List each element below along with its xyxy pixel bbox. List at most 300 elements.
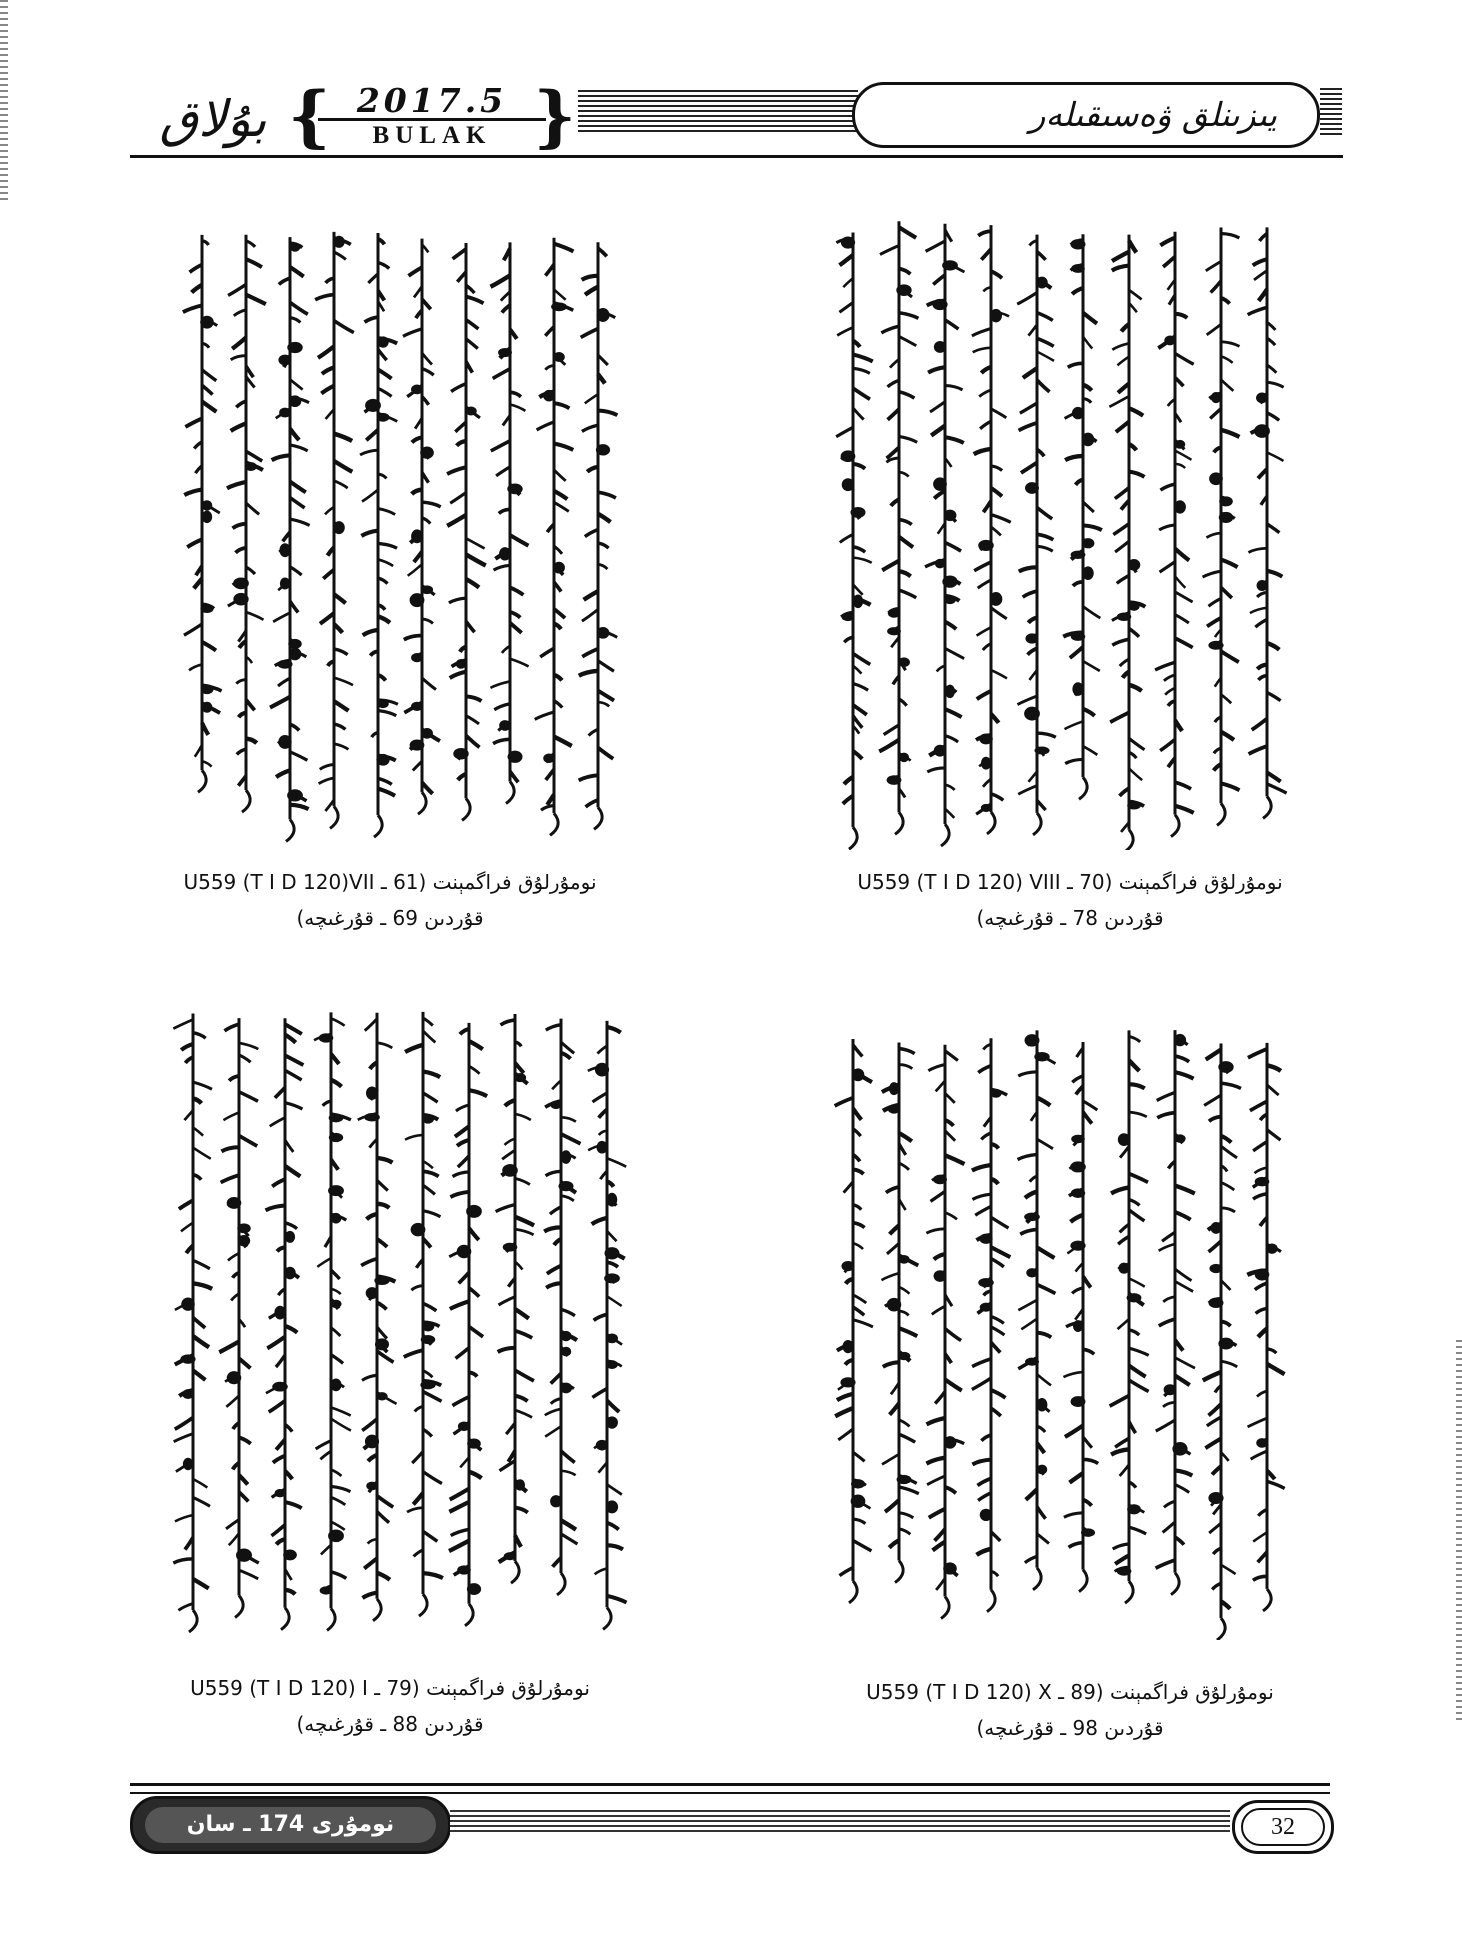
- script-glyph: [945, 622, 956, 629]
- script-glyph: [423, 1031, 435, 1043]
- script-glyph: [1117, 575, 1129, 583]
- script-blot: [888, 608, 900, 617]
- caption-fragment-i: [140, 1670, 640, 1742]
- script-glyph: [285, 1103, 302, 1109]
- script-glyph: [991, 1316, 1004, 1323]
- script-blot: [543, 753, 555, 763]
- script-blot: [274, 1306, 285, 1320]
- script-glyph: [515, 1178, 530, 1184]
- script-column: [535, 238, 574, 836]
- script-glyph: [466, 696, 481, 701]
- script-glyph: [1250, 608, 1267, 613]
- script-column: [1063, 1042, 1098, 1592]
- script-glyph: [561, 1196, 574, 1201]
- script-glyph: [362, 1419, 377, 1431]
- script-glyph: [407, 1508, 423, 1513]
- script-blot: [944, 1436, 957, 1449]
- script-glyph: [1267, 382, 1284, 387]
- script-glyph: [1206, 261, 1221, 270]
- script-glyph: [1023, 368, 1037, 378]
- script-glyph: [1267, 1085, 1279, 1095]
- script-column: [1203, 228, 1240, 826]
- script-glyph: [1253, 1576, 1267, 1580]
- script-glyph: [452, 1397, 469, 1406]
- script-blot: [329, 1133, 343, 1142]
- script-glyph: [365, 317, 378, 322]
- script-glyph: [1021, 1319, 1037, 1330]
- script-glyph: [490, 681, 510, 687]
- script-column: [1203, 1044, 1241, 1640]
- script-blot: [458, 1421, 470, 1431]
- script-glyph: [545, 1409, 561, 1415]
- script-glyph: [1037, 1139, 1053, 1149]
- script-glyph: [840, 534, 853, 542]
- script-glyph: [1020, 1229, 1037, 1234]
- script-blot: [1219, 512, 1233, 523]
- caption-line-1: U559 (T I D 120) I نومۇرلۇق فراگمېنت (79 ـ: [190, 1676, 590, 1700]
- script-glyph: [1019, 567, 1037, 571]
- script-glyph: [853, 547, 865, 552]
- script-blot: [1208, 1492, 1223, 1504]
- script-glyph: [884, 725, 899, 735]
- issue-number-badge: [130, 1796, 451, 1854]
- script-glyph: [1175, 1358, 1195, 1369]
- script-blot: [841, 613, 854, 621]
- script-blot: [1172, 1442, 1187, 1456]
- script-glyph: [290, 498, 305, 508]
- script-glyph: [1026, 1489, 1037, 1500]
- script-blot: [421, 1335, 435, 1344]
- script-blot: [1034, 1052, 1049, 1062]
- script-glyph: [1221, 783, 1239, 790]
- script-column: [314, 1012, 351, 1630]
- script-column: [1063, 234, 1102, 799]
- script-glyph: [1018, 1072, 1037, 1076]
- script-flourish: [419, 1594, 427, 1616]
- script-glyph: [544, 1227, 561, 1231]
- script-glyph: [595, 1568, 607, 1574]
- script-blot: [364, 1113, 380, 1121]
- script-glyph: [935, 1529, 945, 1541]
- script-blot: [453, 748, 468, 759]
- script-blot: [1070, 1161, 1086, 1172]
- script-blot: [365, 1435, 379, 1449]
- script-glyph: [451, 384, 466, 392]
- script-glyph: [502, 1150, 515, 1159]
- script-glyph: [554, 244, 573, 252]
- script-glyph: [1157, 1113, 1175, 1118]
- script-glyph: [554, 491, 567, 499]
- script-glyph: [607, 1401, 619, 1412]
- script-blot: [1175, 440, 1186, 449]
- script-blot: [411, 529, 423, 543]
- script-glyph: [1037, 733, 1056, 737]
- script-blot: [605, 1247, 620, 1259]
- script-glyph: [899, 1529, 910, 1534]
- script-glyph: [469, 1066, 480, 1074]
- script-glyph: [1065, 759, 1083, 763]
- script-glyph: [1073, 582, 1083, 586]
- script-blot: [457, 1565, 471, 1574]
- script-glyph: [1072, 1288, 1083, 1294]
- script-glyph: [360, 450, 378, 455]
- script-glyph: [423, 1531, 437, 1541]
- script-glyph: [193, 1260, 210, 1268]
- script-glyph: [1248, 548, 1267, 552]
- script-blot: [272, 1382, 288, 1392]
- script-glyph: [239, 1358, 250, 1368]
- script-glyph: [561, 1134, 580, 1144]
- script-glyph: [334, 594, 346, 603]
- script-flourish: [330, 806, 338, 828]
- script-glyph: [838, 1429, 853, 1440]
- script-glyph: [1207, 1417, 1221, 1426]
- script-glyph: [585, 287, 598, 295]
- script-glyph: [178, 1604, 193, 1611]
- script-blot: [504, 1552, 517, 1560]
- script-column: [1109, 235, 1145, 850]
- script-glyph: [181, 1223, 193, 1232]
- script-flourish: [895, 1561, 903, 1583]
- script-glyph: [378, 559, 393, 566]
- script-glyph: [1175, 1186, 1195, 1194]
- script-glyph: [193, 1127, 203, 1135]
- script-glyph: [551, 1373, 561, 1383]
- script-glyph: [1209, 1117, 1221, 1122]
- script-glyph: [1252, 719, 1267, 730]
- script-glyph: [224, 1024, 239, 1031]
- script-blot: [514, 1073, 526, 1082]
- script-glyph: [1129, 628, 1139, 636]
- script-glyph: [331, 1018, 345, 1025]
- script-glyph: [1267, 453, 1283, 461]
- script-glyph: [290, 805, 309, 809]
- script-glyph: [1118, 384, 1129, 393]
- script-glyph: [853, 705, 867, 715]
- script-glyph: [331, 1572, 346, 1579]
- script-blot: [943, 1562, 957, 1574]
- script-glyph: [1175, 353, 1194, 364]
- script-glyph: [541, 806, 554, 811]
- script-glyph: [239, 1092, 258, 1101]
- script-glyph: [1221, 356, 1233, 363]
- script-flourish: [281, 1608, 289, 1630]
- script-glyph: [377, 1043, 392, 1048]
- script-glyph: [493, 369, 510, 379]
- script-blot: [1255, 1177, 1270, 1187]
- script-glyph: [598, 748, 613, 759]
- script-flourish: [1263, 1589, 1271, 1611]
- script-blot: [200, 316, 214, 329]
- script-glyph: [455, 422, 466, 432]
- script-glyph: [377, 1180, 388, 1190]
- script-glyph: [1267, 1065, 1281, 1071]
- script-blot: [328, 1185, 344, 1196]
- script-glyph: [1129, 1380, 1149, 1391]
- script-blot: [596, 308, 609, 322]
- script-glyph: [361, 531, 378, 536]
- header-stripe-decoration: [578, 90, 858, 132]
- script-glyph: [1221, 1208, 1235, 1212]
- script-glyph: [546, 1171, 561, 1175]
- script-glyph: [1037, 352, 1054, 361]
- script-blot: [1025, 482, 1039, 494]
- script-glyph: [285, 1166, 300, 1176]
- script-column: [925, 224, 964, 846]
- script-blot: [1209, 1298, 1224, 1308]
- issue-number: نومۇرى 174 ـ سان: [145, 1807, 436, 1843]
- script-glyph: [318, 346, 334, 358]
- script-glyph: [423, 1472, 442, 1484]
- script-glyph: [607, 1545, 623, 1549]
- script-column: [404, 1012, 443, 1616]
- script-glyph: [837, 1394, 853, 1400]
- script-glyph: [561, 1534, 577, 1544]
- script-glyph: [1129, 1174, 1148, 1183]
- script-glyph: [290, 267, 304, 277]
- script-glyph: [545, 1426, 561, 1436]
- script-glyph: [405, 1045, 423, 1052]
- script-glyph: [447, 467, 466, 474]
- script-glyph: [561, 1520, 576, 1529]
- script-glyph: [945, 736, 958, 742]
- journal-logo: بۇلاق: [159, 90, 267, 148]
- script-glyph: [231, 356, 246, 360]
- script-glyph: [290, 482, 306, 493]
- script-glyph: [977, 691, 991, 699]
- script-glyph: [377, 1573, 390, 1580]
- script-blot: [1037, 1465, 1048, 1475]
- script-blot: [1117, 612, 1132, 621]
- script-blot: [421, 585, 433, 594]
- script-glyph: [315, 295, 334, 300]
- script-glyph: [1064, 1513, 1083, 1517]
- script-glyph: [273, 613, 290, 622]
- script-glyph: [219, 1342, 239, 1353]
- script-glyph: [378, 789, 395, 796]
- script-glyph: [175, 1418, 193, 1430]
- script-glyph: [1112, 266, 1129, 271]
- script-glyph: [945, 1131, 955, 1141]
- script-glyph: [1116, 422, 1129, 432]
- script-glyph: [899, 1434, 915, 1442]
- script-blot: [551, 302, 567, 311]
- script-glyph: [1129, 1112, 1147, 1117]
- script-glyph: [1018, 786, 1037, 795]
- script-blot: [467, 1439, 481, 1449]
- script-column: [1110, 1030, 1149, 1603]
- script-blot: [410, 593, 425, 607]
- script-glyph: [554, 502, 569, 511]
- script-glyph: [1070, 647, 1083, 658]
- script-blot: [289, 648, 302, 661]
- script-glyph: [926, 1458, 945, 1464]
- script-flourish: [987, 812, 995, 834]
- script-glyph: [228, 284, 246, 295]
- script-glyph: [273, 1456, 285, 1463]
- script-glyph: [1250, 1101, 1267, 1110]
- caption-line-1: U559 (T I D 120) VIII نومۇرلۇق فراگمېنت (70 ـ: [857, 870, 1283, 894]
- script-glyph: [1210, 409, 1221, 419]
- script-blot: [887, 627, 901, 635]
- script-glyph: [450, 672, 466, 678]
- script-glyph: [422, 678, 436, 690]
- script-blot: [1209, 1264, 1222, 1273]
- script-glyph: [1118, 1319, 1129, 1329]
- script-glyph: [1203, 1372, 1221, 1381]
- script-glyph: [1083, 525, 1102, 530]
- script-glyph: [1160, 238, 1175, 246]
- script-glyph: [510, 659, 529, 667]
- script-glyph: [1017, 293, 1037, 305]
- script-glyph: [202, 642, 216, 651]
- footer-rule: [130, 1783, 1330, 1786]
- script-blot: [333, 521, 345, 534]
- manuscript-script: [180, 210, 620, 850]
- script-glyph: [1112, 639, 1129, 645]
- script-blot: [1128, 559, 1141, 571]
- script-glyph: [1129, 408, 1143, 415]
- script-glyph: [991, 608, 1007, 619]
- script-glyph: [853, 388, 870, 399]
- script-glyph: [278, 678, 290, 686]
- script-glyph: [899, 1420, 910, 1427]
- script-blot: [411, 702, 423, 711]
- script-glyph: [1221, 694, 1231, 703]
- script-glyph: [991, 1390, 1006, 1398]
- script-glyph: [607, 1027, 621, 1033]
- script-glyph: [537, 422, 554, 430]
- script-glyph: [453, 249, 466, 259]
- script-blot: [1072, 407, 1084, 419]
- script-column: [490, 242, 528, 803]
- script-glyph: [246, 739, 257, 744]
- script-glyph: [879, 740, 899, 752]
- script-glyph: [193, 1479, 207, 1488]
- script-glyph: [881, 326, 899, 333]
- script-glyph: [887, 1243, 899, 1253]
- script-glyph: [853, 1170, 864, 1174]
- script-glyph: [184, 624, 202, 635]
- script-blot: [202, 500, 213, 510]
- script-glyph: [466, 339, 478, 349]
- script-glyph: [594, 1314, 607, 1320]
- script-column: [1247, 1043, 1284, 1611]
- script-glyph: [592, 1218, 607, 1224]
- script-blot: [375, 1338, 389, 1350]
- script-glyph: [853, 1320, 873, 1327]
- script-glyph: [1221, 1146, 1237, 1158]
- script-blot: [1081, 1528, 1095, 1536]
- script-glyph: [1175, 451, 1191, 460]
- script-flourish: [327, 1608, 335, 1630]
- script-glyph: [1209, 1523, 1221, 1533]
- script-glyph: [515, 1508, 528, 1513]
- script-blot: [456, 659, 466, 669]
- script-glyph: [1037, 1534, 1049, 1544]
- script-glyph: [1157, 1092, 1175, 1100]
- script-glyph: [926, 1229, 945, 1233]
- script-column: [881, 1042, 918, 1582]
- script-glyph: [853, 1452, 865, 1461]
- script-glyph: [1221, 1565, 1236, 1574]
- script-glyph: [504, 1139, 515, 1145]
- script-column: [588, 1021, 627, 1629]
- script-flourish: [286, 819, 294, 841]
- script-glyph: [234, 310, 246, 316]
- script-column: [219, 1018, 258, 1617]
- script-blot: [840, 1377, 855, 1387]
- script-glyph: [853, 408, 864, 420]
- script-glyph: [1267, 692, 1281, 700]
- script-glyph: [449, 598, 466, 603]
- script-glyph: [423, 1171, 439, 1176]
- script-glyph: [1037, 1333, 1051, 1338]
- script-glyph: [1129, 738, 1145, 749]
- script-glyph: [934, 491, 945, 499]
- script-glyph: [1115, 1555, 1129, 1564]
- script-glyph: [886, 1187, 899, 1193]
- script-blot: [330, 1300, 341, 1308]
- script-blot: [597, 627, 610, 639]
- script-glyph: [598, 492, 616, 498]
- script-blot: [1082, 433, 1095, 447]
- script-blot: [233, 577, 249, 589]
- script-glyph: [515, 1396, 528, 1402]
- script-blot: [553, 562, 565, 574]
- script-glyph: [972, 1194, 991, 1199]
- manuscript-image-i: [170, 990, 630, 1640]
- script-column: [972, 1038, 1010, 1611]
- script-glyph: [285, 1070, 302, 1080]
- script-glyph: [979, 390, 991, 397]
- script-flourish: [594, 807, 602, 829]
- script-glyph: [554, 609, 565, 618]
- script-flourish: [849, 827, 857, 849]
- script-glyph: [1267, 413, 1279, 421]
- script-glyph: [991, 488, 1002, 496]
- script-glyph: [285, 1223, 297, 1229]
- script-glyph: [466, 716, 479, 724]
- script-blot: [850, 507, 865, 518]
- script-glyph: [316, 1441, 331, 1449]
- script-glyph: [276, 770, 290, 777]
- script-flourish: [198, 770, 206, 792]
- script-glyph: [1129, 1330, 1139, 1335]
- script-blot: [1127, 1293, 1142, 1302]
- script-glyph: [450, 1192, 469, 1197]
- script-glyph: [447, 515, 466, 526]
- script-glyph: [584, 591, 598, 600]
- script-glyph: [1175, 576, 1185, 588]
- script-glyph: [1083, 746, 1097, 755]
- script-glyph: [853, 684, 868, 691]
- script-glyph: [991, 515, 1011, 523]
- script-glyph: [175, 1515, 193, 1521]
- script-flourish: [1217, 1618, 1225, 1640]
- script-blot: [980, 1303, 993, 1312]
- script-glyph: [334, 701, 348, 711]
- script-blot: [1118, 1133, 1130, 1146]
- script-glyph: [1159, 525, 1175, 530]
- script-blot: [420, 1380, 435, 1389]
- script-blot: [366, 1086, 378, 1099]
- script-glyph: [1110, 1395, 1129, 1406]
- script-glyph: [1253, 1142, 1267, 1151]
- script-glyph: [494, 565, 510, 570]
- script-blot: [288, 639, 302, 649]
- script-glyph: [880, 246, 899, 255]
